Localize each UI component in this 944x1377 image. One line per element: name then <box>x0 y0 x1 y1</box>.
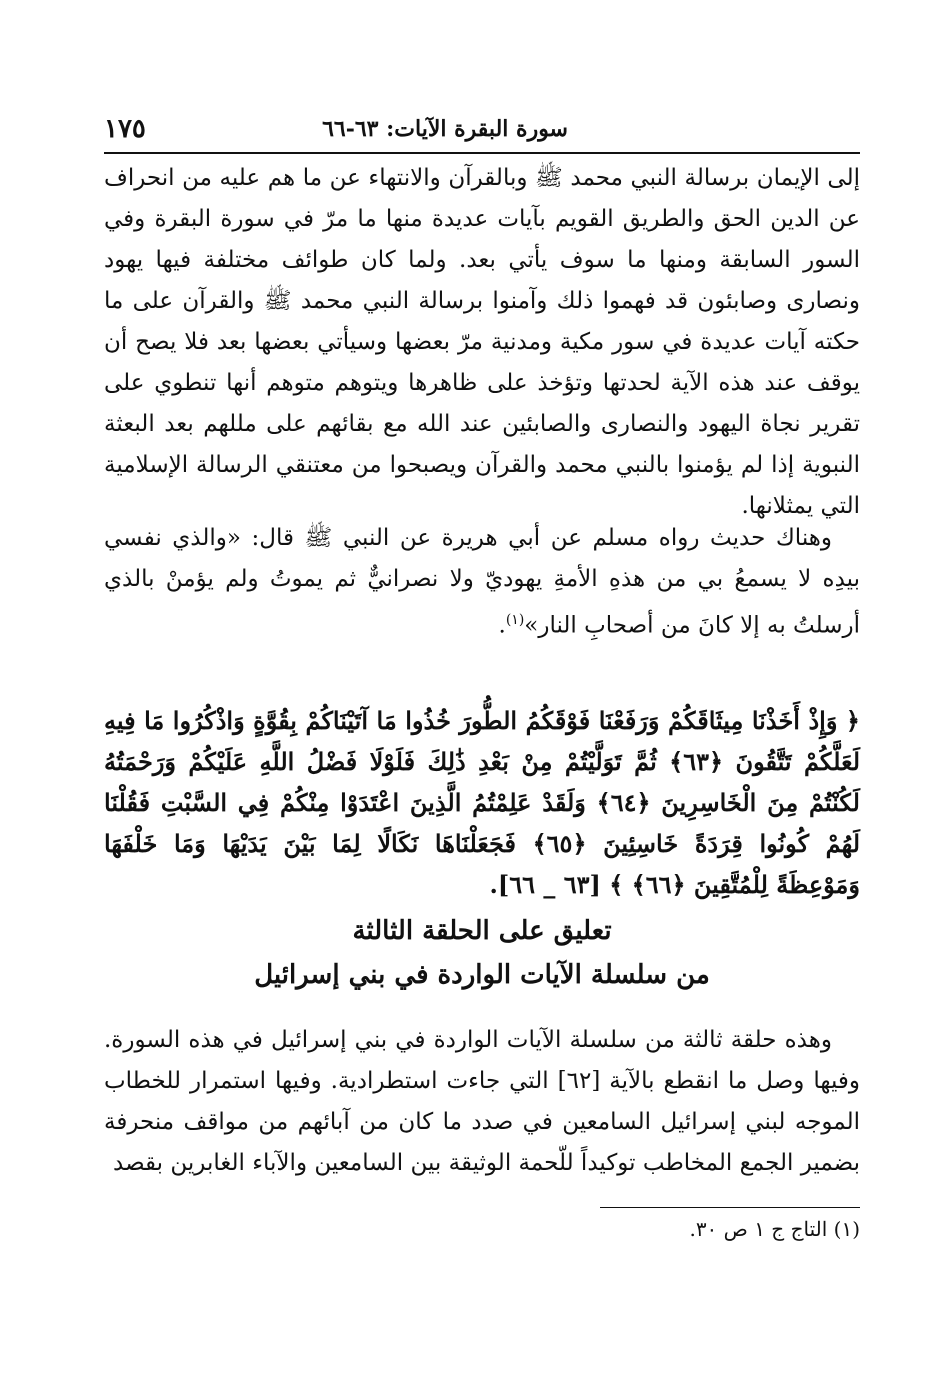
running-title: سورة البقرة الآيات: ٦٣-٦٦ <box>322 116 568 142</box>
footnote-reference: (١) <box>505 612 525 628</box>
header-divider <box>104 152 860 154</box>
page-header <box>104 112 860 152</box>
paragraph-intro: إلى الإيمان برسالة النبي محمد ﷺ وبالقرآن والانتهاء عن ما هم عليه من انحراف عن الدين الحق والطريق القويم بآيات عديدة منها ما مرّ في سورة البقرة وفي السور السابقة ومنها ما سوف يأتي بعد. ولما كان طوائف مختلفة فيها يهود ونصارى وصابئون قد فهموا ذلك وآمنوا برسالة النبي محمد ﷺ والقرآن على ما حكته آيات عديدة في سور مكية ومدنية مرّ بعضها وسيأتي بعضها بعد فلا يصح أن يوقف عند هذه الآية لحدتها وتؤخذ على ظاهرها ويتوهم متوهم أنها تنطوي على تقرير نجاة اليهود والنصارى والصابئين عند الله مع بقائهم على مللهم بعد البعثة النبوية إذا لم يؤمنوا بالنبي محمد والقرآن ويصبحوا من معتنقي الرسالة الإسلامية التي يمثلانها. <box>104 165 860 519</box>
paragraph-commentary <box>104 1020 860 1184</box>
section-heading-line1: تعليق على الحلقة الثالثة <box>352 916 612 946</box>
paragraph-hadith <box>104 518 860 647</box>
footnote-divider <box>600 1207 860 1208</box>
section-heading-line2: من سلسلة الآيات الواردة في بني إسرائيل <box>254 960 710 990</box>
quran-verses: ﴿ وَإِذْ أَخَذْنَا مِيثَاقَكُمْ وَرَفَعْنَا فَوْقَكُمُ الطُّورَ خُذُوا مَا آتَيْنَاكُمْ بِقُوَّةٍ وَاذْكُرُوا مَا فِيهِ لَعَلَّكُمْ تَتَّقُونَ ﴿٦٣﴾ ثُمَّ تَوَلَّيْتُمْ مِنْ بَعْدِ ذَٰلِكَ فَلَوْلَا فَضْلُ اللَّهِ عَلَيْكُمْ وَرَحْمَتُهُ لَكُنْتُمْ مِنَ الْخَاسِرِينَ ﴿٦٤﴾ وَلَقَدْ عَلِمْتُمُ الَّذِينَ اعْتَدَوْا مِنْكُمْ فِي السَّبْتِ فَقُلْنَا لَهُمْ كُونُوا قِرَدَةً خَاسِئِينَ ﴿٦٥﴾ فَجَعَلْنَاهَا نَكَالًا لِمَا بَيْنَ يَدَيْهَا وَمَا خَلْفَهَا وَمَوْعِظَةً لِلْمُتَّقِينَ ﴿٦٦﴾ ﴾ [٦٣ _ ٦٦]. <box>104 706 861 899</box>
page-number: ١٧٥ <box>104 114 146 144</box>
hadith-body: وهناك حديث رواه مسلم عن أبي هريرة عن النبي ﷺ قال: «والذي نفسي بيدِه لا يسمعُ بي من هذهِ الأمةِ يهوديّ ولا نصرانيٌّ ثم يموتُ ولم يؤمنْ بالذي أرسلتُ به إلا كانَ من أصحابِ النار» <box>104 525 860 639</box>
commentary-text: وهذه حلقة ثالثة من سلسلة الآيات الواردة في بني إسرائيل في هذه السورة. وفيها وصل ما انقطع بالآية [٦٢] التي جاءت استطرادية. وفيها استمرار للخطاب الموجه لبني إسرائيل السامعين في صدد ما كان من آبائهم من مواقف منحرفة بضمير الجمع المخاطب توكيداً للّحمة الوثيقة بين السامعين والآباء الغابرين بقصد <box>104 1027 860 1176</box>
hadith-text <box>104 518 860 647</box>
hadith-end: . <box>498 612 506 639</box>
footnote: (١) التاج ج ١ ص ٣٠. <box>689 1217 860 1241</box>
